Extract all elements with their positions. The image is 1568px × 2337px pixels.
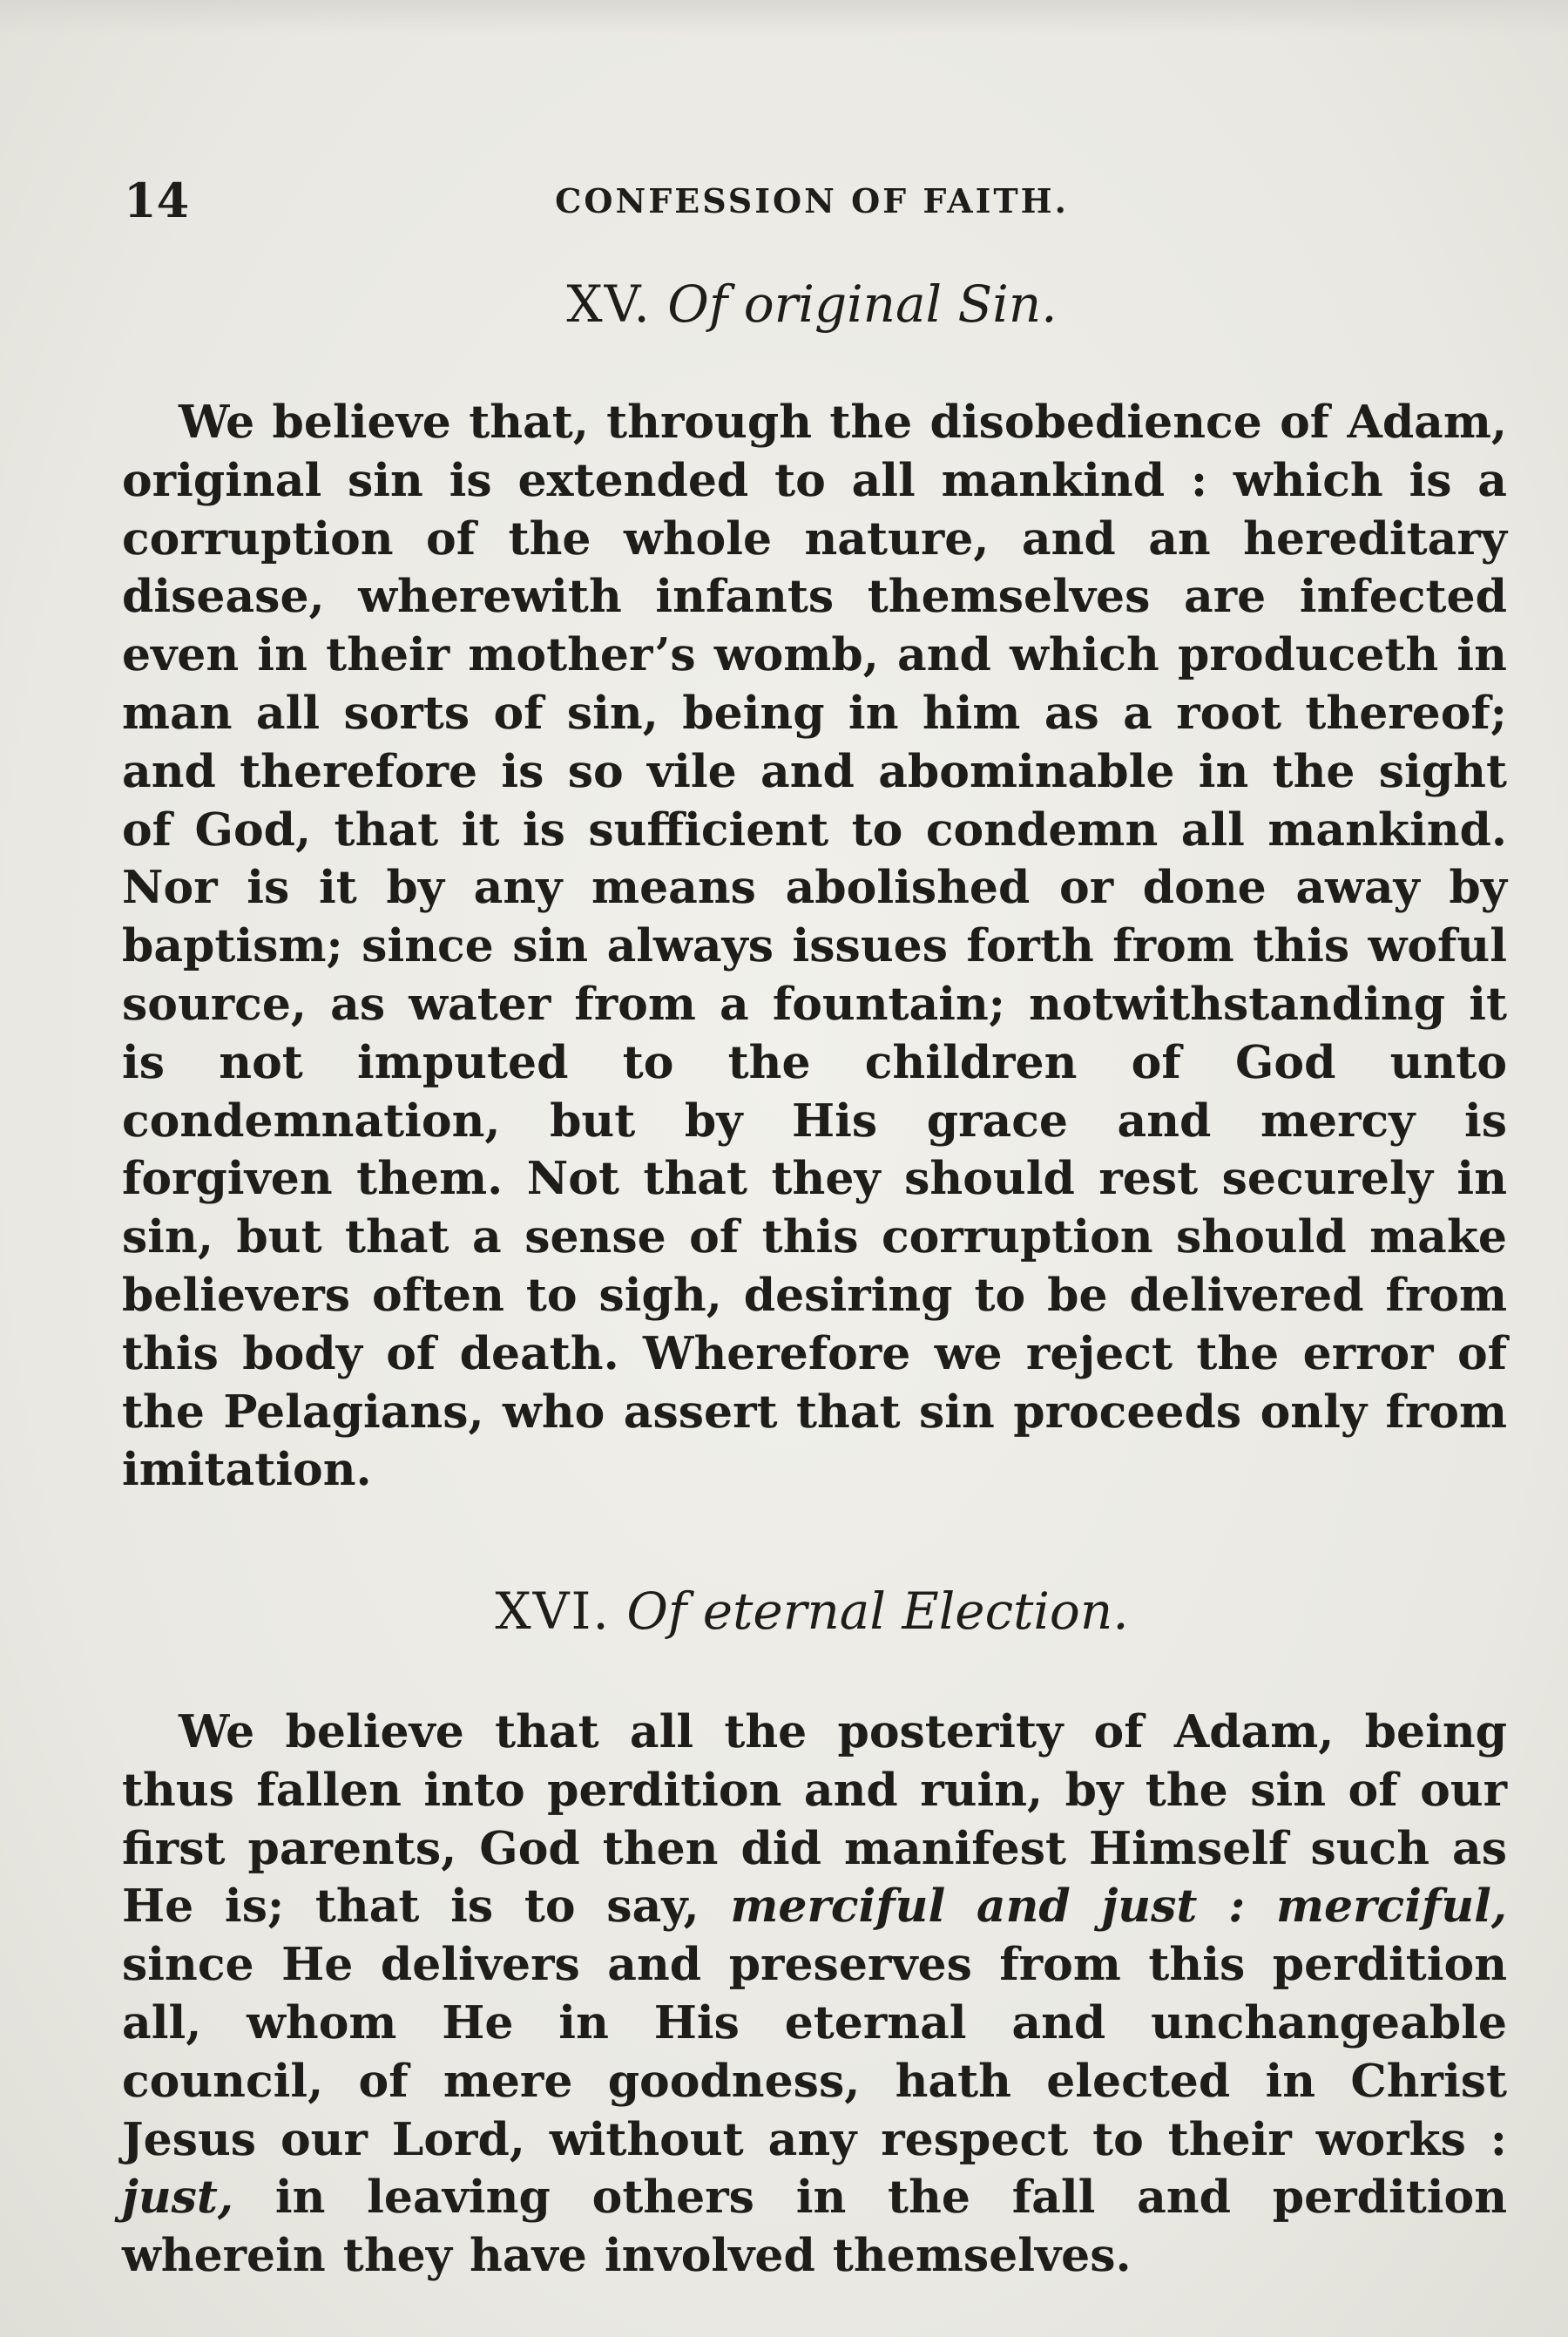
article-16-title: Of eternal Election.	[626, 1582, 1129, 1641]
article-15-heading	[115, 274, 1509, 334]
article-16-numeral: XVI.	[495, 1582, 611, 1641]
article-16-heading	[115, 1582, 1509, 1641]
article-16-text-part-3: in leaving others in the fall and perdition wherein they have involved themselves.	[122, 2171, 1507, 2283]
article-16-italic-just: just,	[122, 2171, 234, 2225]
page-number: 14	[124, 173, 190, 228]
article-15-paragraph: We believe that, through the disobedience of Adam, original sin is extended to all mankind : which is a corruption of the whole nature, and an hereditary disease, wherewith infants themselves are infected even in their mother’s womb, and which produceth in man all sorts of sin, being in him as a root thereof; and therefore is so vile and abominable in the sight of God, that it is sufficient to condemn all mankind. Nor is it by any means abolished or done away by baptism; since sin always issues forth from this woful source, as water from a fountain; notwithstanding it is not imputed to the children of God unto condemnation, but by His grace and mercy is forgiven them. Not that they should rest securely in sin, but that a sense of this corruption should make believers often to sigh, desiring to be delivered from this body of death. Wherefore we reject the error of the Pelagians, who assert that sin proceeds only from imitation.	[122, 396, 1507, 1497]
article-15-title: Of original Sin.	[667, 274, 1058, 334]
article-16-text-part-2: since He delivers and preserves from this perdition all, whom He in His eternal and unchangeable council, of mere goodness, hath elected in Christ Jesus our Lord, without any respect to their works :	[122, 1938, 1507, 2166]
page-header	[115, 166, 1509, 235]
article-16-italic-merciful-and-just: merciful and just : merciful,	[730, 1880, 1507, 1934]
article-16-text-part-1: We believe that all the posterity of Adam, being thus fallen into perdition and ruin, by the sin of our first parents, God then did manifest Himself such as He is; that is to say,	[122, 1705, 1507, 1934]
running-head: CONFESSION OF FAITH.	[555, 181, 1069, 220]
article-15-numeral: XV.	[566, 274, 652, 334]
article-16-paragraph	[122, 1704, 1507, 2286]
page-edge-shadow	[0, 0, 1568, 35]
